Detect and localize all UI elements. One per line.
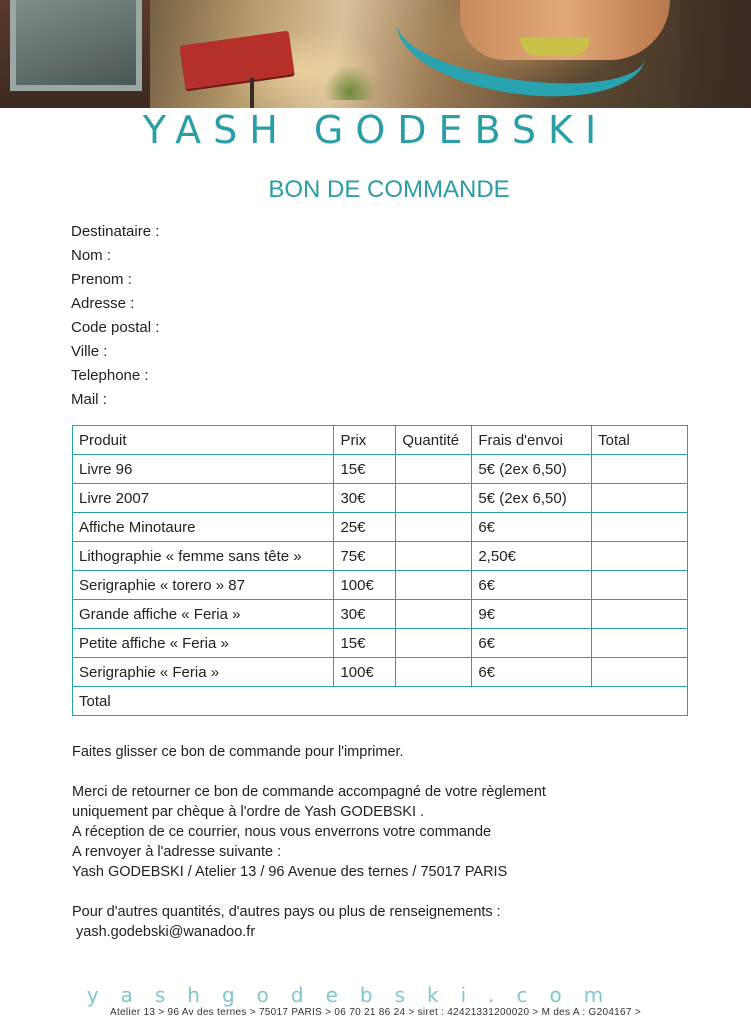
field-nom: Nom : — [71, 247, 112, 264]
header-produit: Produit — [73, 426, 334, 455]
footer-info: Atelier 13 > 96 Av des ternes > 75017 PARIS > 06 70 21 86 24 > siret : 42421331200020 > M des A : G204167 > — [110, 1007, 641, 1018]
field-destinataire: Destinataire : — [71, 223, 160, 240]
shipping-cell: 6€ — [472, 629, 592, 658]
table-row — [73, 629, 688, 658]
return-note-line-2: uniquement par chèque à l'ordre de Yash GODEBSKI . — [72, 804, 425, 820]
grand-total-label: Total — [73, 687, 688, 716]
header-painting — [0, 0, 751, 108]
painting-red-chair — [179, 31, 294, 90]
product-cell: Livre 2007 — [73, 484, 334, 513]
recipient-fields — [71, 222, 159, 414]
price-cell: 100€ — [334, 658, 396, 687]
price-cell: 25€ — [334, 513, 396, 542]
total-cell[interactable] — [592, 629, 688, 658]
total-cell[interactable] — [592, 542, 688, 571]
total-cell[interactable] — [592, 571, 688, 600]
price-cell: 15€ — [334, 629, 396, 658]
shipping-cell: 6€ — [472, 571, 592, 600]
field-prenom: Prenom : — [71, 271, 132, 288]
total-cell[interactable] — [592, 455, 688, 484]
price-cell: 15€ — [334, 455, 396, 484]
return-note-line-3: A réception de ce courrier, nous vous enverrons votre commande — [72, 824, 492, 840]
shipping-cell: 9€ — [472, 600, 592, 629]
quantity-cell[interactable] — [396, 513, 472, 542]
product-cell: Affiche Minotaure — [73, 513, 334, 542]
table-row — [73, 571, 688, 600]
product-cell: Lithographie « femme sans tête » — [73, 542, 334, 571]
total-cell[interactable] — [592, 513, 688, 542]
header-quantite: Quantité — [396, 426, 472, 455]
table-header-row — [73, 426, 688, 455]
product-cell: Serigraphie « torero » 87 — [73, 571, 334, 600]
price-cell: 30€ — [334, 600, 396, 629]
painting-chair-leg — [250, 78, 254, 108]
field-telephone: Telephone : — [71, 367, 149, 384]
instructions — [72, 742, 692, 942]
product-cell: Livre 96 — [73, 455, 334, 484]
shipping-cell: 5€ (2ex 6,50) — [472, 484, 592, 513]
table-row — [73, 484, 688, 513]
return-note-line-4: A renvoyer à l'adresse suivante : — [72, 844, 282, 860]
page-title: BON DE COMMANDE — [268, 176, 510, 203]
field-code-postal: Code postal : — [71, 319, 160, 336]
header-prix: Prix — [334, 426, 396, 455]
total-cell[interactable] — [592, 658, 688, 687]
shipping-cell: 6€ — [472, 658, 592, 687]
field-adresse: Adresse : — [71, 295, 135, 312]
field-mail: Mail : — [71, 391, 107, 408]
quantity-cell[interactable] — [396, 600, 472, 629]
postal-address: Yash GODEBSKI / Atelier 13 / 96 Avenue des ternes / 75017 PARIS — [72, 864, 508, 880]
table-row — [73, 513, 688, 542]
quantity-cell[interactable] — [396, 484, 472, 513]
table-row — [73, 455, 688, 484]
table-row — [73, 542, 688, 571]
painting-grass — [320, 60, 380, 100]
shipping-cell: 5€ (2ex 6,50) — [472, 455, 592, 484]
order-table — [72, 425, 688, 716]
painting-window — [10, 0, 142, 91]
quantity-cell[interactable] — [396, 542, 472, 571]
field-ville: Ville : — [71, 343, 108, 360]
product-cell: Serigraphie « Feria » — [73, 658, 334, 687]
contact-note: Pour d'autres quantités, d'autres pays ou plus de renseignements : — [72, 904, 501, 920]
product-cell: Petite affiche « Feria » — [73, 629, 334, 658]
quantity-cell[interactable] — [396, 455, 472, 484]
header-total: Total — [592, 426, 688, 455]
print-note: Faites glisser ce bon de commande pour l'imprimer. — [72, 744, 404, 760]
quantity-cell[interactable] — [396, 658, 472, 687]
table-row — [73, 658, 688, 687]
shipping-cell: 6€ — [472, 513, 592, 542]
price-cell: 75€ — [334, 542, 396, 571]
product-cell: Grande affiche « Feria » — [73, 600, 334, 629]
total-cell[interactable] — [592, 600, 688, 629]
quantity-cell[interactable] — [396, 571, 472, 600]
shipping-cell: 2,50€ — [472, 542, 592, 571]
website-link[interactable]: yashgodebski.com — [86, 983, 626, 1007]
total-row — [73, 687, 688, 716]
table-row — [73, 600, 688, 629]
painting-shadow — [680, 0, 751, 108]
header-frais: Frais d'envoi — [472, 426, 592, 455]
brand-name: YASH GODEBSKI — [142, 108, 609, 152]
price-cell: 100€ — [334, 571, 396, 600]
price-cell: 30€ — [334, 484, 396, 513]
quantity-cell[interactable] — [396, 629, 472, 658]
email-link[interactable]: yash.godebski@wanadoo.fr — [76, 924, 256, 940]
total-cell[interactable] — [592, 484, 688, 513]
return-note-line-1: Merci de retourner ce bon de commande accompagné de votre règlement — [72, 784, 546, 800]
